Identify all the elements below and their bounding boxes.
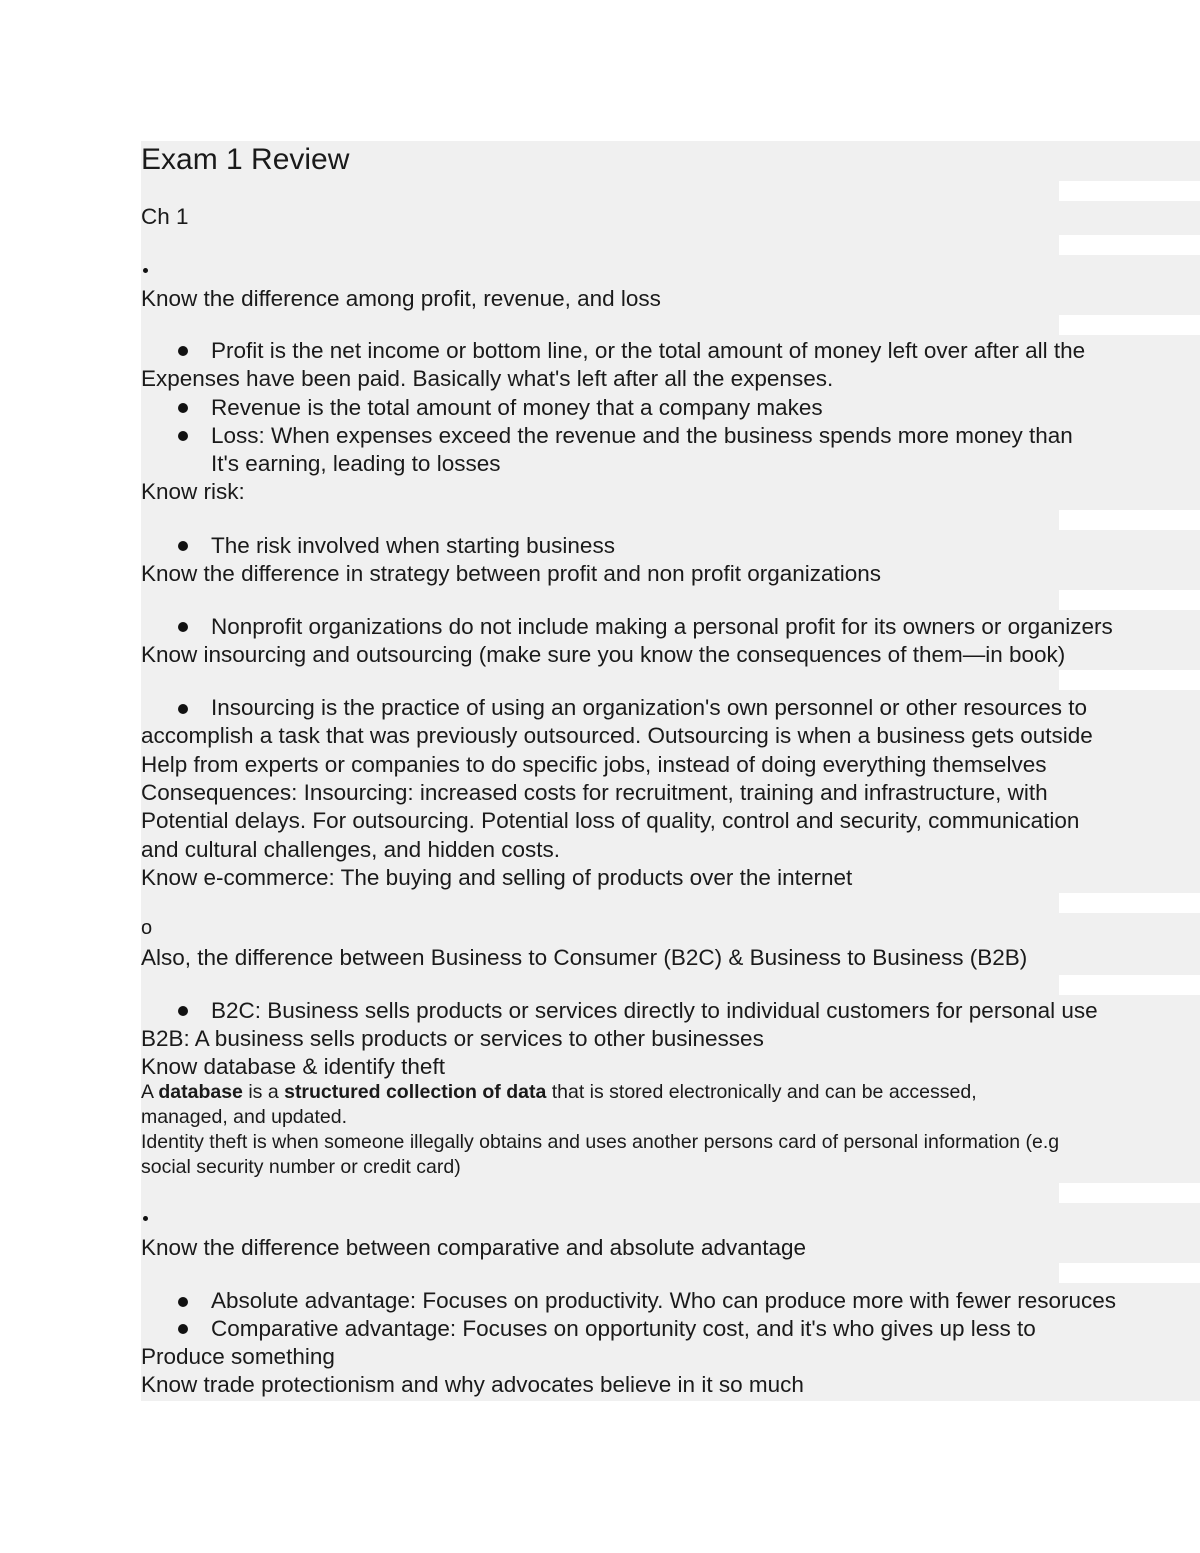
topic-line: Know the difference between comparative and absolute advantage: [141, 1235, 807, 1260]
database-definition-continued: managed, and updated.: [141, 1106, 348, 1128]
bullet-text: The risk involved when starting business: [211, 533, 615, 558]
bullet-icon: [178, 1324, 188, 1334]
identity-theft-definition: Identity theft is when someone illegally obtains and uses another persons card of personal information (e.g: [141, 1131, 1060, 1153]
text-segment: is a: [242, 1081, 285, 1103]
bold-term: structured collection of data: [284, 1081, 547, 1103]
topic-line: Know insourcing and outsourcing (make sure you know the consequences of them—in book): [141, 642, 1066, 667]
bullet-icon: [178, 704, 188, 714]
topic-line: Know database & identify theft: [141, 1054, 445, 1079]
bullet-text: Loss: When expenses exceed the revenue and the business spends more money than: [211, 423, 1073, 448]
bullet-text: Absolute advantage: Focuses on productivity. Who can produce more with fewer resoruces: [211, 1288, 1117, 1313]
topic-line: Know the difference among profit, revenue, and loss: [141, 286, 661, 311]
background-gap: [1059, 670, 1200, 690]
background-gap: [1059, 590, 1200, 610]
bullet-text: B2C: Business sells products or services directly to individual customers for personal use: [211, 998, 1098, 1023]
bold-term: database: [158, 1081, 243, 1103]
bullet-icon: [178, 541, 188, 551]
bullet-text-continued: Potential delays. For outsourcing. Potential loss of quality, control and security, communication: [141, 808, 1080, 833]
text-segment: A: [141, 1081, 159, 1103]
bullet-icon: [178, 1297, 188, 1307]
topic-line: Know the difference in strategy between profit and non profit organizations: [141, 561, 882, 586]
bullet-dot-icon: [143, 268, 148, 273]
bullet-text: Profit is the net income or bottom line, or the total amount of money left over after all the: [211, 338, 1086, 363]
bullet-text-continued: and cultural challenges, and hidden costs.: [141, 837, 561, 862]
background-gap: [1059, 181, 1200, 201]
bullet-text: Revenue is the total amount of money that a company makes: [211, 395, 823, 420]
topic-line: Know trade protectionism and why advocates believe in it so much: [141, 1372, 804, 1397]
bullet-icon: [178, 346, 188, 356]
bullet-text-continued: Help from experts or companies to do specific jobs, instead of doing everything themselves: [141, 752, 1047, 777]
bullet-icon: [178, 622, 188, 632]
background-gap: [1059, 1263, 1200, 1283]
bullet-text-continued: B2B: A business sells products or services to other businesses: [141, 1026, 764, 1051]
background-gap: [1059, 315, 1200, 335]
bullet-text-continued: It's earning, leading to losses: [211, 451, 501, 476]
bullet-icon: [178, 403, 188, 413]
bullet-dot-icon: [143, 1216, 148, 1221]
background-gap: [1059, 893, 1200, 913]
bullet-text: Nonprofit organizations do not include making a personal profit for its owners or organizers: [211, 614, 1113, 639]
bullet-text-continued: Produce something: [141, 1344, 335, 1369]
identity-theft-definition-continued: social security number or credit card): [141, 1156, 461, 1178]
bullet-text: Comparative advantage: Focuses on opportunity cost, and it's who gives up less to: [211, 1316, 1036, 1341]
text-segment: that is stored electronically and can be accessed,: [546, 1081, 977, 1103]
background-gap: [1059, 235, 1200, 255]
topic-line: Also, the difference between Business to Consumer (B2C) & Business to Business (B2B): [141, 945, 1028, 970]
background-gap: [1059, 975, 1200, 995]
bullet-text-continued: Expenses have been paid. Basically what's left after all the expenses.: [141, 366, 834, 391]
bullet-icon: [178, 1006, 188, 1016]
sub-bullet-marker: o: [141, 917, 153, 939]
background-gap: [1059, 1183, 1200, 1203]
bullet-text-continued: Consequences: Insourcing: increased costs for recruitment, training and infrastructure, with: [141, 780, 1048, 805]
bullet-text-continued: accomplish a task that was previously outsourced. Outsourcing is when a business gets outside: [141, 723, 1093, 748]
page-title: Exam 1 Review: [141, 143, 350, 176]
bullet-icon: [178, 431, 188, 441]
topic-line: Know risk:: [141, 479, 245, 504]
topic-line: Know e-commerce: The buying and selling of products over the internet: [141, 865, 853, 890]
chapter-heading: Ch 1: [141, 204, 189, 229]
bullet-text: Insourcing is the practice of using an organization's own personnel or other resources to: [211, 695, 1088, 720]
database-definition: [141, 1080, 977, 1105]
background-gap: [1059, 510, 1200, 530]
